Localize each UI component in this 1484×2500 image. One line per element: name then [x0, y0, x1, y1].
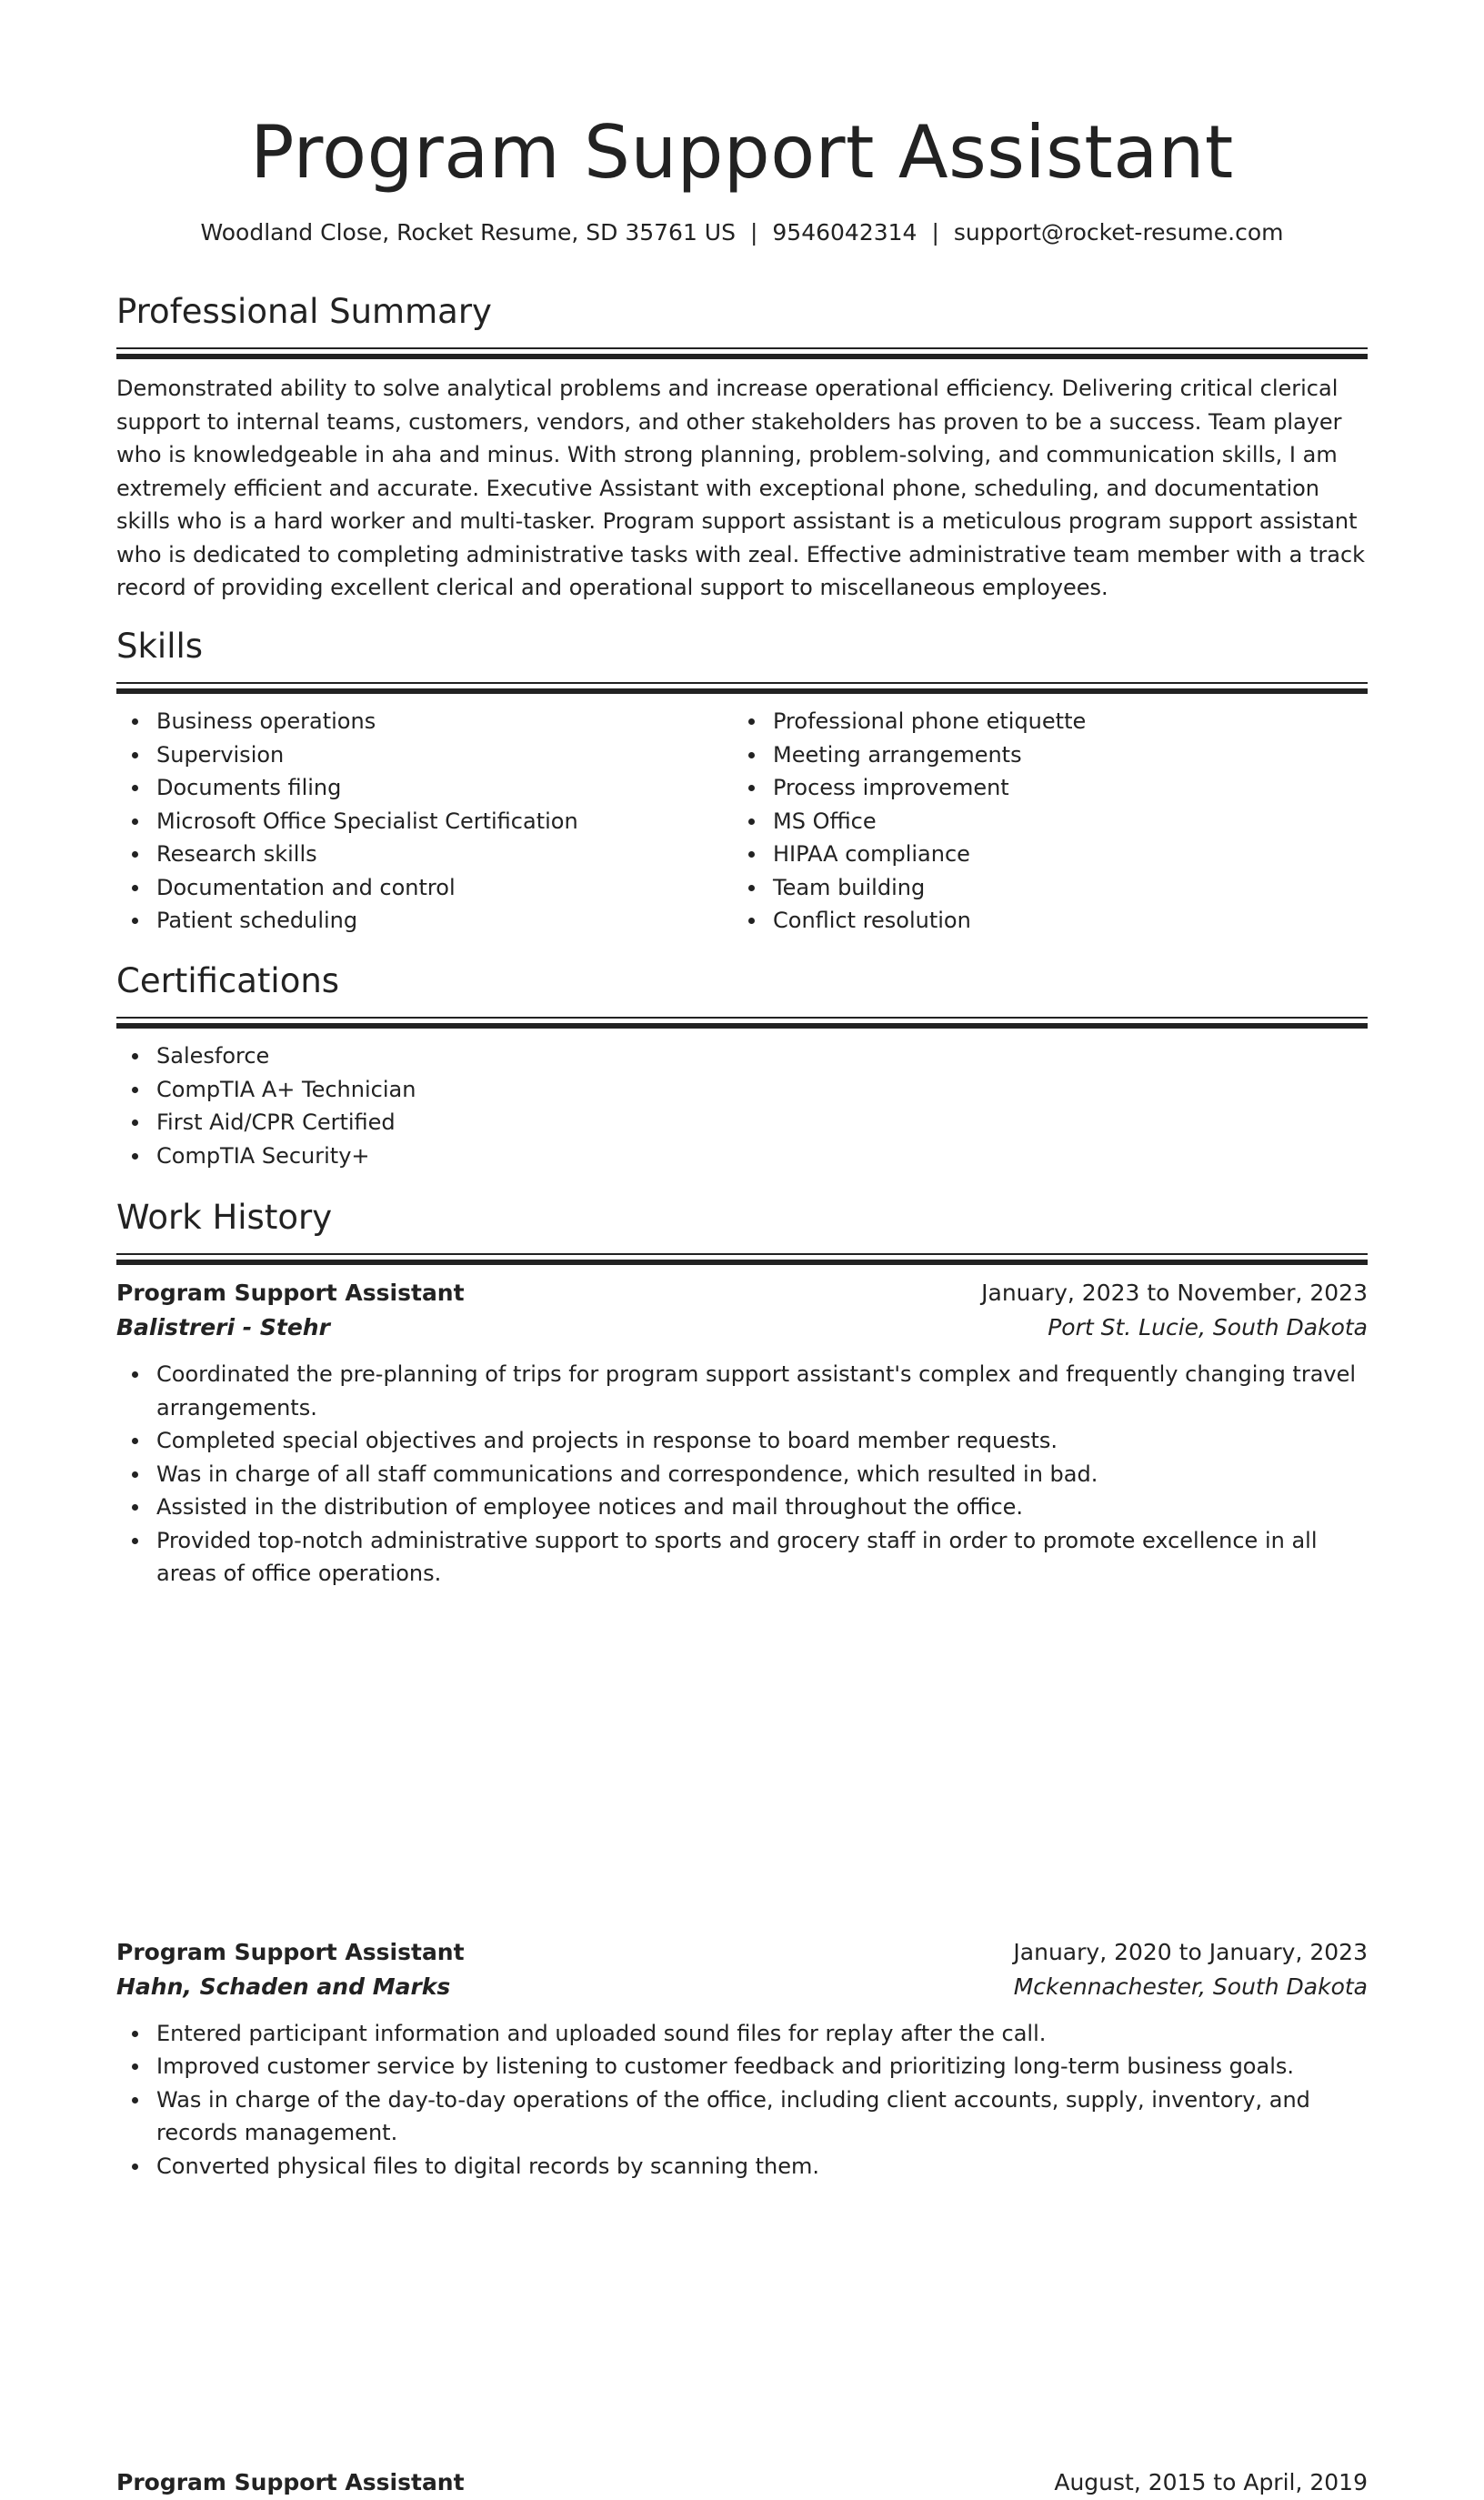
- job-entry: [116, 2465, 1368, 2500]
- section-divider: [116, 682, 1368, 684]
- job-bullets: [116, 2017, 1368, 2184]
- section-title: Work History: [116, 1198, 333, 1237]
- job-company: Hahn, Schaden and Marks: [116, 1973, 451, 2000]
- skill-item: Process improvement: [733, 771, 1349, 805]
- contact-line: [116, 216, 1368, 249]
- job-header: [116, 2465, 1368, 2500]
- job-header: [116, 1935, 1368, 1970]
- skill-item: HIPAA compliance: [733, 838, 1349, 871]
- skill-item: Research skills: [116, 838, 733, 871]
- skills-list-right: [733, 705, 1349, 938]
- skill-item: Microsoft Office Specialist Certification: [116, 805, 733, 838]
- job-title: Program Support Assistant: [116, 2469, 465, 2495]
- summary-section: [116, 289, 1368, 605]
- job-bullet: Was in charge of all staff communications and correspondence, which resulted in bad.: [116, 1458, 1368, 1491]
- contact-phone: 9546042314: [772, 219, 917, 246]
- work-history-section: [116, 1195, 1368, 1265]
- section-divider: [116, 1017, 1368, 1019]
- job-dates: August, 2015 to April, 2019: [1054, 2469, 1368, 2495]
- resume-page: [116, 0, 1368, 2495]
- contact-address: Woodland Close, Rocket Resume, SD 35761 US: [200, 219, 736, 246]
- skill-item: Documents filing: [116, 771, 733, 805]
- job-title: Program Support Assistant: [116, 1280, 465, 1306]
- section-divider: [116, 1260, 1368, 1265]
- section-divider: [116, 1253, 1368, 1255]
- job-company: Balistreri - Stehr: [116, 1314, 330, 1340]
- job-bullet: Completed special objectives and projects in response to board member requests.: [116, 1424, 1368, 1458]
- contact-email[interactable]: support@rocket-resume.com: [953, 219, 1284, 246]
- skill-item: Supervision: [116, 738, 733, 772]
- certifications-section: [116, 959, 1368, 1172]
- job-entry: [116, 1935, 1368, 2184]
- section-title: Certifications: [116, 961, 340, 1000]
- section-title: Professional Summary: [116, 292, 492, 331]
- skill-item: MS Office: [733, 805, 1349, 838]
- job-bullet: Assisted in the distribution of employee notices and mail throughout the office.: [116, 1491, 1368, 1524]
- summary-text: Demonstrated ability to solve analytical problems and increase operational efficiency. Delivering critical clerical support to internal teams, customers, vendors, and other stakeholders has proven to be a success. Team player who is knowledgeable in aha and minus. With strong planning, problem-solving, and communication skills, I am extremely efficient and accurate. Executive Assistant with exceptional phone, scheduling, and documentation skills who is a hard worker and multi-tasker. Program support assistant is a meticulous program support assistant who is dedicated to completing administrative tasks with zeal. Effective administrative team member with a track record of providing excellent clerical and operational support to miscellaneous employees.: [116, 376, 1366, 600]
- skills-section: [116, 624, 1368, 938]
- contact-separator: |: [931, 219, 939, 246]
- skills-list-left: [116, 705, 733, 938]
- job-dates: January, 2020 to January, 2023: [1013, 1938, 1368, 1965]
- job-entry: [116, 1276, 1368, 1591]
- job-location: Mckennachester, South Dakota: [1013, 1973, 1368, 2000]
- skill-item: Meeting arrangements: [733, 738, 1349, 772]
- job-location: Port St. Lucie, South Dakota: [1048, 1314, 1368, 1340]
- certification-item: Salesforce: [116, 1039, 1368, 1073]
- job-title: Program Support Assistant: [116, 1938, 465, 1965]
- section-divider: [116, 347, 1368, 349]
- section-title: Skills: [116, 627, 204, 666]
- job-bullet: Was in charge of the day-to-day operations of the office, including client accounts, supply, inventory, and records management.: [116, 2083, 1368, 2150]
- skill-item: Patient scheduling: [116, 904, 733, 938]
- certification-item: CompTIA A+ Technician: [116, 1073, 1368, 1107]
- skill-item: Documentation and control: [116, 871, 733, 905]
- job-bullet: Entered participant information and uploaded sound files for replay after the call.: [116, 2017, 1368, 2051]
- section-divider: [116, 1023, 1368, 1029]
- certification-item: CompTIA Security+: [116, 1140, 1368, 1173]
- job-bullets: [116, 1358, 1368, 1591]
- skill-item: Business operations: [116, 705, 733, 738]
- job-bullet: Provided top-notch administrative support to sports and grocery staff in order to promote excellence in all areas of office operations.: [116, 1524, 1368, 1591]
- job-subheader: [116, 1970, 1368, 2004]
- job-bullet: Improved customer service by listening to customer feedback and prioritizing long-term business goals.: [116, 2050, 1368, 2083]
- job-bullet: Coordinated the pre-planning of trips for program support assistant's complex and frequently changing travel arrangements.: [116, 1358, 1368, 1424]
- job-header: [116, 1276, 1368, 1310]
- section-divider: [116, 354, 1368, 359]
- skill-item: Conflict resolution: [733, 904, 1349, 938]
- contact-separator: |: [749, 219, 758, 246]
- job-dates: January, 2023 to November, 2023: [981, 1280, 1368, 1306]
- certification-item: First Aid/CPR Certified: [116, 1106, 1368, 1140]
- resume-name: Program Support Assistant: [250, 110, 1234, 195]
- job-bullet: Converted physical files to digital records by scanning them.: [116, 2150, 1368, 2184]
- certifications-list: [116, 1039, 1368, 1172]
- skill-item: Professional phone etiquette: [733, 705, 1349, 738]
- skills-columns: [116, 694, 1368, 938]
- skill-item: Team building: [733, 871, 1349, 905]
- job-subheader: [116, 1310, 1368, 1345]
